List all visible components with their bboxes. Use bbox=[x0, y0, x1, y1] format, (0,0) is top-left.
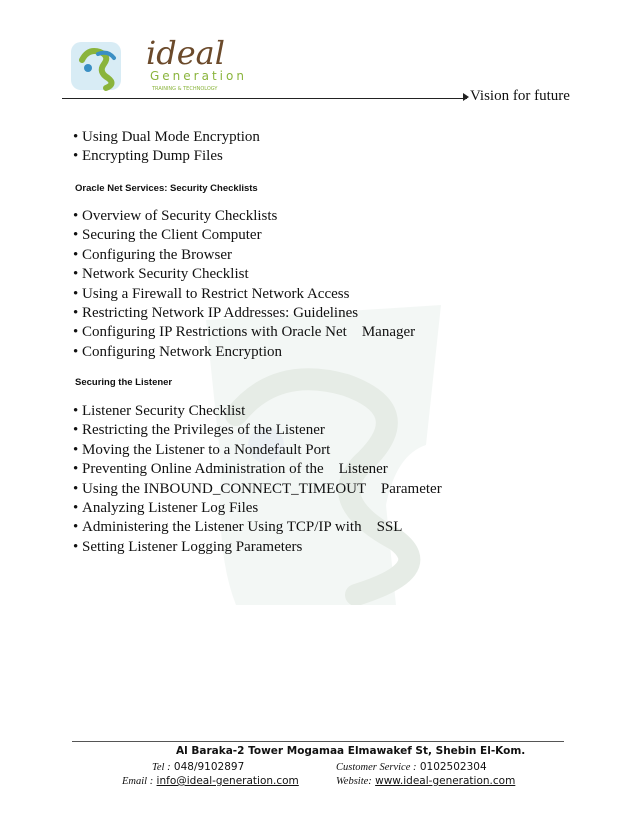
footer-tel bbox=[152, 761, 244, 773]
list-item: • Preventing Online Administration of the Listener bbox=[73, 460, 442, 479]
header-rule bbox=[62, 98, 467, 99]
list-item: • Moving the Listener to a Nondefault Port bbox=[73, 441, 442, 460]
logo-dot-blue bbox=[84, 64, 92, 72]
website-link[interactable]: www.ideal-generation.com bbox=[375, 775, 516, 787]
list-item: • Listener Security Checklist bbox=[73, 402, 442, 421]
customer-service-label: Customer Service : bbox=[336, 762, 417, 773]
footer-customer-service bbox=[336, 761, 487, 773]
list-item: • Configuring IP Restrictions with Oracle Net Manager bbox=[73, 323, 415, 342]
list-item: • Using a Firewall to Restrict Network Access bbox=[73, 285, 415, 304]
footer-email bbox=[122, 775, 299, 787]
section-heading: Securing the Listener bbox=[75, 377, 173, 388]
list-item: • Administering the Listener Using TCP/IP with SSL bbox=[73, 518, 442, 537]
arrow-icon bbox=[463, 93, 469, 101]
email-label: Email : bbox=[122, 776, 154, 787]
list-item: • Configuring the Browser bbox=[73, 246, 415, 265]
ideal-generation-logo bbox=[68, 28, 268, 96]
website-label: Website: bbox=[336, 776, 372, 787]
intro-list bbox=[73, 128, 260, 167]
list-item: • Overview of Security Checklists bbox=[73, 207, 415, 226]
section-list bbox=[73, 402, 442, 557]
footer-address: Al Baraka-2 Tower Mogamaa Elmawakef St, Shebin El-Kom. bbox=[176, 745, 526, 757]
customer-service-value: 0102502304 bbox=[419, 761, 487, 773]
list-item: • Restricting Network IP Addresses: Guidelines bbox=[73, 304, 415, 323]
list-item: • Securing the Client Computer bbox=[73, 226, 415, 245]
tel-label: Tel : bbox=[152, 762, 171, 773]
list-item: • Analyzing Listener Log Files bbox=[73, 499, 442, 518]
logo-sub: Generation bbox=[150, 69, 247, 83]
list-item: • Configuring Network Encryption bbox=[73, 343, 415, 362]
section-list bbox=[73, 207, 415, 362]
list-item: • Setting Listener Logging Parameters bbox=[73, 538, 442, 557]
list-item: • Using the INBOUND_CONNECT_TIMEOUT Parameter bbox=[73, 480, 442, 499]
list-item: • Restricting the Privileges of the Listener bbox=[73, 421, 442, 440]
footer-rule bbox=[72, 741, 564, 742]
logo-tagline: TRAINING & TECHNOLOGY bbox=[152, 86, 218, 92]
section-heading: Oracle Net Services: Security Checklists bbox=[75, 183, 258, 194]
list-item: • Using Dual Mode Encryption bbox=[73, 128, 260, 147]
list-item: • Network Security Checklist bbox=[73, 265, 415, 284]
logo-word: ideal bbox=[146, 34, 225, 72]
list-item: • Encrypting Dump Files bbox=[73, 147, 260, 166]
tel-value: 048/9102897 bbox=[173, 761, 245, 773]
tagline: Vision for future bbox=[470, 88, 570, 104]
email-link[interactable]: info@ideal-generation.com bbox=[156, 775, 299, 787]
footer-website bbox=[336, 775, 515, 787]
